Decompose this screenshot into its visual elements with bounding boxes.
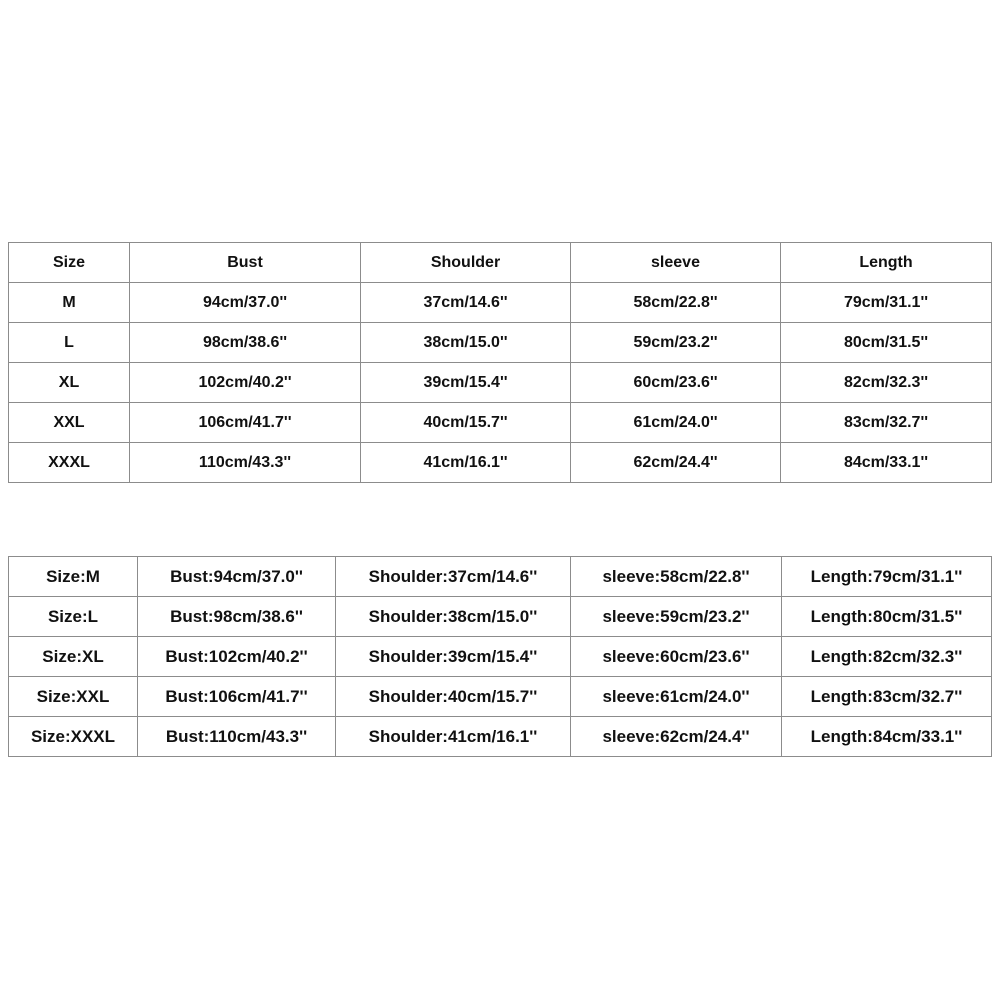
size-cell: Size:L	[9, 597, 138, 637]
shoulder-cell: Shoulder:37cm/14.6''	[336, 557, 571, 597]
sleeve-cell: sleeve:60cm/23.6''	[571, 637, 782, 677]
table-row	[9, 717, 992, 757]
size-cell: XXL	[9, 403, 130, 443]
bust-cell: Bust:110cm/43.3''	[138, 717, 336, 757]
shoulder-cell: Shoulder:39cm/15.4''	[336, 637, 571, 677]
shoulder-cell: Shoulder:40cm/15.7''	[336, 677, 571, 717]
shoulder-cell: Shoulder:41cm/16.1''	[336, 717, 571, 757]
bust-cell: 106cm/41.7''	[130, 403, 361, 443]
shoulder-cell: 40cm/15.7''	[361, 403, 571, 443]
bust-cell: Bust:106cm/41.7''	[138, 677, 336, 717]
length-cell: 79cm/31.1''	[781, 283, 992, 323]
table-row	[9, 597, 992, 637]
length-cell: 84cm/33.1''	[781, 443, 992, 483]
table-row	[9, 557, 992, 597]
size-cell: XL	[9, 363, 130, 403]
shoulder-cell: 37cm/14.6''	[361, 283, 571, 323]
header-cell-size: Size	[9, 243, 130, 283]
length-cell: Length:80cm/31.5''	[782, 597, 992, 637]
size-cell: Size:M	[9, 557, 138, 597]
table-row	[9, 323, 992, 363]
table-row	[9, 637, 992, 677]
size-chart-table	[8, 242, 992, 483]
length-cell: Length:79cm/31.1''	[782, 557, 992, 597]
size-cell: Size:XL	[9, 637, 138, 677]
bust-cell: 102cm/40.2''	[130, 363, 361, 403]
size-cell: M	[9, 283, 130, 323]
header-cell-shoulder: Shoulder	[361, 243, 571, 283]
sleeve-cell: 61cm/24.0''	[571, 403, 781, 443]
sleeve-cell: sleeve:59cm/23.2''	[571, 597, 782, 637]
sleeve-cell: sleeve:58cm/22.8''	[571, 557, 782, 597]
length-cell: Length:83cm/32.7''	[782, 677, 992, 717]
size-chart-labeled-table	[8, 556, 992, 757]
shoulder-cell: 41cm/16.1''	[361, 443, 571, 483]
sleeve-cell: 60cm/23.6''	[571, 363, 781, 403]
table-header-row	[9, 243, 992, 283]
size-cell: Size:XXXL	[9, 717, 138, 757]
bust-cell: 94cm/37.0''	[130, 283, 361, 323]
bust-cell: 110cm/43.3''	[130, 443, 361, 483]
sleeve-cell: sleeve:62cm/24.4''	[571, 717, 782, 757]
bust-cell: Bust:98cm/38.6''	[138, 597, 336, 637]
table-row	[9, 677, 992, 717]
shoulder-cell: Shoulder:38cm/15.0''	[336, 597, 571, 637]
length-cell: Length:82cm/32.3''	[782, 637, 992, 677]
length-cell: Length:84cm/33.1''	[782, 717, 992, 757]
sleeve-cell: 62cm/24.4''	[571, 443, 781, 483]
length-cell: 83cm/32.7''	[781, 403, 992, 443]
bust-cell: Bust:102cm/40.2''	[138, 637, 336, 677]
sleeve-cell: sleeve:61cm/24.0''	[571, 677, 782, 717]
size-cell: Size:XXL	[9, 677, 138, 717]
sleeve-cell: 58cm/22.8''	[571, 283, 781, 323]
bust-cell: 98cm/38.6''	[130, 323, 361, 363]
bust-cell: Bust:94cm/37.0''	[138, 557, 336, 597]
length-cell: 80cm/31.5''	[781, 323, 992, 363]
shoulder-cell: 39cm/15.4''	[361, 363, 571, 403]
table-row	[9, 403, 992, 443]
table-row	[9, 443, 992, 483]
header-cell-sleeve: sleeve	[571, 243, 781, 283]
length-cell: 82cm/32.3''	[781, 363, 992, 403]
header-cell-length: Length	[781, 243, 992, 283]
shoulder-cell: 38cm/15.0''	[361, 323, 571, 363]
table-row	[9, 363, 992, 403]
size-cell: XXXL	[9, 443, 130, 483]
size-cell: L	[9, 323, 130, 363]
table-row	[9, 283, 992, 323]
header-cell-bust: Bust	[130, 243, 361, 283]
sleeve-cell: 59cm/23.2''	[571, 323, 781, 363]
